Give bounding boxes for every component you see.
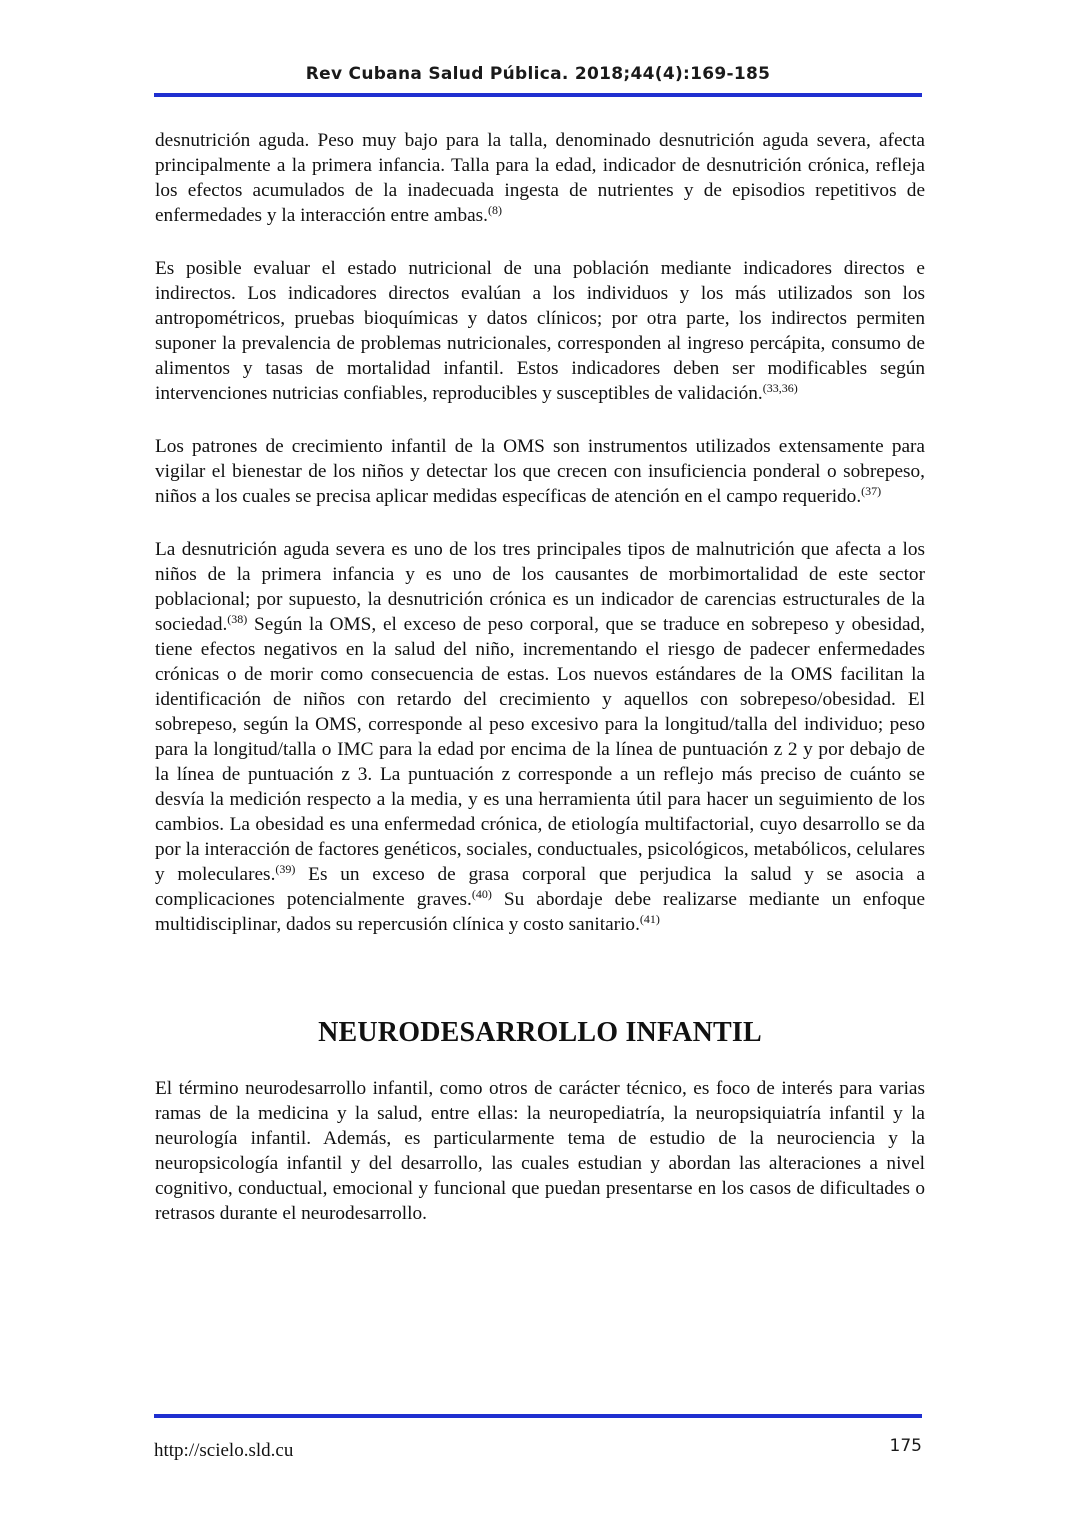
paragraph-who-growth-patterns: Los patrones de crecimiento infantil de la OMS son instrumentos utilizados extensamente para vigilar el bienestar de los niños y detectar los que crecen con insuficiencia ponderal o sobrepeso, niños a los cuales se precisa aplicar medidas específicas de atención en el campo requerido.$^{(37)}$	[155, 436, 925, 507]
citation-ref: (40)	[471, 887, 492, 901]
citation-ref: (8)	[487, 203, 502, 217]
paragraph-acute-malnutrition: desnutrición aguda. Peso muy bajo para la talla, denominado desnutrición aguda severa, afecta principalmente a la primera infancia. Talla para la edad, indicador de desnutrición crónica, refleja los efectos acumulados de la inadecuada ingesta de nutrientes y de episodios repetitivos de enfermedades y la interacción entre ambas.$^{(8)}$	[155, 130, 925, 226]
paragraph-nutritional-indicators: Es posible evaluar el estado nutricional de una población mediante indicadores directos e indirectos. Los indicadores directos evalúan a los individuos y los más utilizados son los antropométricos, pruebas bioquímicas y datos clínicos; por otra parte, los indirectos permiten suponer la prevalencia de problemas nutricionales, corresponden al ingreso percápita, consumo de alimentos y tasas de mortalidad infantil. Estos indicadores deben ser modificables según intervenciones nutricias confiables, reproducibles y susceptibles de validación.$^{(33,36)}$	[155, 258, 925, 404]
paragraph-severe-malnutrition-obesity: La desnutrición aguda severa es uno de los tres principales tipos de malnutrición que afecta a los niños de la primera infancia y es uno de los causantes de morbimortalidad de este sector poblacional; por supuesto, la desnutrición crónica es un indicador de carencias estructurales de la sociedad.$^{(38)}$ Según la OMS, el exceso de peso corporal, que se traduce en sobrepeso y obesidad, tiene efectos negativos en la salud del niño, incrementando el riesgo de padecer enfermedades crónicas o de morir como consecuencia de estas. Los nuevos estándares de la OMS facilitan la identificación de niños con retardo del crecimiento y aquellos con sobrepeso/obesidad. El sobrepeso, según la OMS, corresponde al peso excesivo para la longitud/talla del individuo; peso para la longitud/talla o IMC para la edad por encima de la línea de puntuación z 2 y por debajo de la línea de puntuación z 3. La puntuación z corresponde a un reflejo más preciso de cuánto se desvía la medición respecto a la media, y es una herramienta útil para hacer un seguimiento de los cambios. La obesidad es una enfermedad crónica, de etiología multifactorial, cuyo desarrollo se da por la interacción de factores genéticos, sociales, conductuales, psicológicos, metabólicos, celulares y moleculares.$^{(39)}$ Es un exceso de grasa corporal que perjudica la salud y se asocia a complicaciones potencialmente graves.$^{(40)}$ Su abordaje debe realizarse mediante un enfoque multidisciplinar, dados su repercusión clínica y costo sanitario.$^{(41)}$	[155, 539, 925, 935]
citation-ref: (37)	[861, 484, 882, 498]
citation-ref: (39)	[275, 862, 296, 876]
page-number: 175	[889, 1436, 922, 1456]
citation-ref: (33,36)	[762, 381, 798, 395]
journal-header: Rev Cubana Salud Pública. 2018;44(4):169-185	[305, 64, 771, 84]
citation-ref: (38)	[227, 612, 248, 626]
footer-link[interactable]: http://scielo.sld.cu	[154, 1440, 294, 1461]
article-body	[155, 128, 925, 1254]
paragraph-neurodevelopment: El término neurodesarrollo infantil, como otros de carácter técnico, es foco de interés para varias ramas de la medicina y la salud, entre ellas: la neuropediatría, la neuropsiquiatría infantil y la neurología infantil. Además, es particularmente tema de estudio de la neurociencia y la neuropsicología infantil y del desarrollo, las cuales estudian y abordan las alteraciones a nivel cognitivo, conductual, emocional y funcional que puedan presentarse en los casos de dificultades o retrasos durante el neurodesarrollo.	[155, 1078, 925, 1224]
header-rule	[154, 93, 922, 97]
section-heading: NEURODESARROLLO INFANTIL	[318, 1017, 762, 1048]
citation-ref: (41)	[639, 912, 660, 926]
footer-rule	[154, 1414, 922, 1418]
